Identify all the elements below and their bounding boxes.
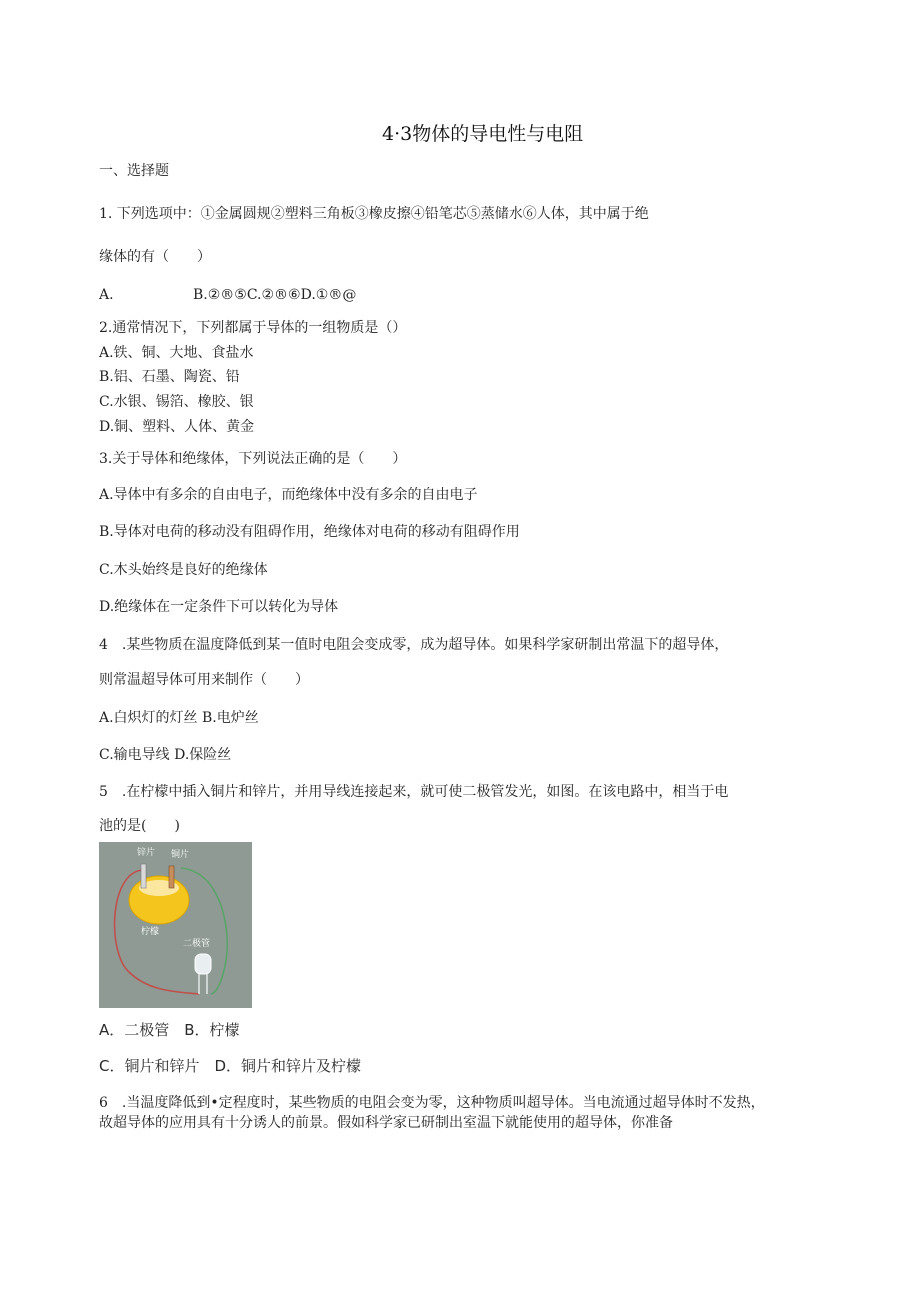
question-6-stem-line-1: 6 .当温度降低到•定程度时，某些物质的电阻会变为零，这种物质叫超导体。当电流通过超导体时不发热， bbox=[99, 1095, 765, 1111]
question-3-stem: 3.关于导体和绝缘体，下列说法正确的是（ ） bbox=[99, 451, 407, 467]
question-5-options-ab: A．二极管 B．柠檬 bbox=[99, 1021, 240, 1039]
question-5-stem-line-2: 池的是( ) bbox=[99, 818, 180, 834]
question-1-option-a: A. bbox=[99, 287, 114, 303]
green-wire bbox=[181, 868, 227, 994]
question-5-stem-line-1: 5 .在柠檬中插入铜片和锌片，并用导线连接起来，就可使二极管发光，如图。在该电路中，相当于电 bbox=[99, 784, 729, 800]
page-title: 4·3物体的导电性与电阻 bbox=[382, 123, 584, 145]
label-diode: 二极管 bbox=[183, 939, 211, 949]
question-4-options-ab: A.白炽灯的灯丝 B.电炉丝 bbox=[99, 710, 259, 726]
question-1-stem-line-1: 1. 下列选项中：①金属圆规②塑料三角板③橡皮擦④铅笔芯⑤蒸储水⑥人体，其中属于绝 bbox=[99, 206, 649, 222]
label-zinc: 锌片 bbox=[137, 848, 156, 858]
lemon-battery-figure bbox=[99, 842, 252, 1008]
question-2-stem: 2.通常情况下，下列都属于导体的一组物质是（） bbox=[99, 320, 407, 336]
lemon-battery-illustration bbox=[99, 842, 252, 1008]
question-3-option-b: B.导体对电荷的移动没有阻碍作用，绝缘体对电荷的移动有阻碍作用 bbox=[99, 524, 520, 540]
question-2-option-d: D.铜、塑料、人体、黄金 bbox=[99, 419, 255, 435]
label-copper: 铜片 bbox=[171, 850, 190, 860]
question-6-stem-line-2: 故超导体的应用具有十分诱人的前景。假如科学家已研制出室温下就能使用的超导体，你准备 bbox=[99, 1115, 673, 1131]
question-2-option-c: C.水银、锡箔、橡胶、银 bbox=[99, 394, 254, 410]
question-1-options-bcd: B.②®⑤C.②®⑥D.①®@ bbox=[193, 287, 357, 303]
question-3-option-d: D.绝缘体在一定条件下可以转化为导体 bbox=[99, 599, 339, 615]
question-5-options-cd: C．铜片和锌片 D．铜片和锌片及柠檬 bbox=[99, 1057, 362, 1075]
question-1-stem-line-2: 缘体的有（ ） bbox=[99, 249, 211, 265]
section-heading: 一、选择题 bbox=[99, 163, 169, 179]
question-4-options-cd: C.输电导线 D.保险丝 bbox=[99, 747, 232, 763]
question-2-option-b: B.铝、石墨、陶瓷、铅 bbox=[99, 369, 240, 385]
question-4-stem-line-1: 4 .某些物质在温度降低到某一值时电阻会变成零，成为超导体。如果科学家研制出常温下的超导体， bbox=[99, 637, 729, 653]
zinc-plate bbox=[141, 864, 146, 888]
question-3-option-c: C.木头始终是良好的绝缘体 bbox=[99, 562, 268, 578]
question-4-stem-line-2: 则常温超导体可用来制作（ ） bbox=[99, 672, 309, 688]
diode-body bbox=[195, 954, 211, 974]
question-2-option-a: A.铁、铜、大地、食盐水 bbox=[99, 345, 254, 361]
label-lemon: 柠檬 bbox=[141, 927, 160, 937]
question-3-option-a: A.导体中有多余的自由电子，而绝缘体中没有多余的自由电子 bbox=[99, 487, 478, 503]
copper-plate bbox=[169, 866, 174, 888]
